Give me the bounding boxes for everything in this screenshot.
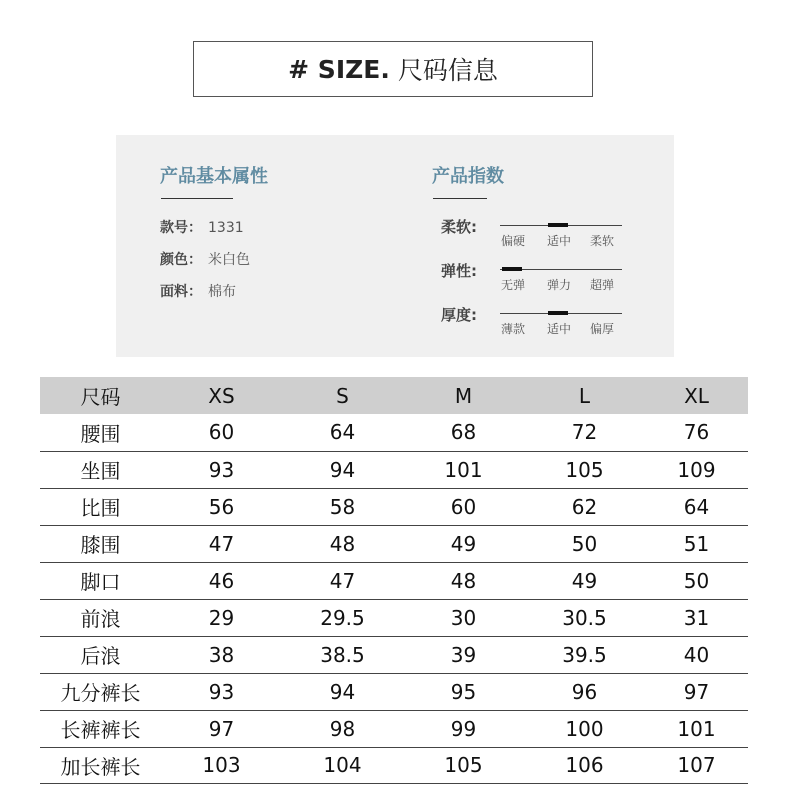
table-cell: 29.5 <box>320 605 365 630</box>
index-row-softness <box>441 216 641 256</box>
table-cell: 50 <box>683 568 710 593</box>
table-cell: 30.5 <box>562 605 607 630</box>
table-cell: 97 <box>683 679 710 704</box>
table-cell: 94 <box>329 457 356 482</box>
title-box <box>193 41 593 97</box>
table-cell: 96 <box>571 679 598 704</box>
table-cell: 94 <box>329 679 356 704</box>
table-cell: 60 <box>450 494 477 519</box>
table-cell: 30 <box>450 605 477 630</box>
table-cell: 39.5 <box>562 642 607 667</box>
column-header: M <box>454 383 473 408</box>
heading-underline <box>433 198 487 199</box>
row-label: 加长裤长 <box>60 754 141 779</box>
size-table <box>40 377 748 784</box>
row-label: 坐围 <box>80 459 121 483</box>
table-cell: 39 <box>450 642 477 667</box>
index-row-thickness <box>441 304 641 344</box>
column-header: L <box>578 383 591 408</box>
table-cell: 58 <box>329 494 356 519</box>
table-cell: 104 <box>323 753 362 777</box>
table-cell: 60 <box>208 420 235 445</box>
table-cell: 49 <box>450 531 477 556</box>
row-label: 比围 <box>80 496 121 520</box>
table-cell: 101 <box>444 457 483 482</box>
table-row <box>40 488 748 525</box>
attr-row-fabric <box>160 281 236 301</box>
table-cell: 103 <box>202 753 241 777</box>
index-marker <box>548 311 568 315</box>
attr-value: 棉布 <box>208 284 236 300</box>
index-option: 适中 <box>547 234 572 248</box>
index-option: 偏硬 <box>501 234 526 248</box>
index-label: 厚度: <box>441 306 477 324</box>
table-row <box>40 636 748 673</box>
row-label: 后浪 <box>80 644 121 668</box>
table-cell: 38 <box>208 642 235 667</box>
index-option: 薄款 <box>501 322 526 336</box>
table-cell: 62 <box>571 494 598 519</box>
table-cell: 72 <box>571 420 598 445</box>
table-cell: 38.5 <box>320 642 365 667</box>
index-marker <box>502 267 522 271</box>
index-option: 无弹 <box>501 278 526 292</box>
table-row <box>40 562 748 599</box>
table-cell: 49 <box>571 568 598 593</box>
table-cell: 47 <box>329 568 356 593</box>
table-cell: 97 <box>208 716 235 741</box>
column-header: XL <box>684 383 709 408</box>
table-cell: 98 <box>329 716 356 741</box>
table-cell: 95 <box>450 679 477 704</box>
table-row <box>40 673 748 710</box>
table-row <box>40 599 748 636</box>
attr-label: 面料： <box>160 284 202 300</box>
table-cell: 46 <box>208 568 235 593</box>
index-option: 超弹 <box>590 278 615 292</box>
table-cell: 76 <box>683 420 710 445</box>
index-option: 柔软 <box>590 234 615 248</box>
attr-value: 米白色 <box>208 252 250 268</box>
attr-row-style-no <box>160 217 244 237</box>
table-cell: 105 <box>444 753 483 777</box>
heading-underline <box>161 198 233 199</box>
table-row <box>40 525 748 562</box>
table-cell: 29 <box>208 605 235 630</box>
table-cell: 48 <box>450 568 477 593</box>
table-cell: 100 <box>565 716 604 741</box>
attr-label: 款号： <box>160 220 202 236</box>
index-option: 偏厚 <box>590 322 615 336</box>
table-cell: 64 <box>683 494 710 519</box>
row-label: 脚口 <box>80 570 121 594</box>
row-label: 腰围 <box>80 421 121 446</box>
column-header: S <box>336 383 349 408</box>
table-cell: 106 <box>565 753 604 777</box>
size-label: # SIZE. <box>288 54 390 84</box>
table-header-row <box>40 377 748 414</box>
row-label: 九分裤长 <box>60 681 141 705</box>
table-cell: 105 <box>565 457 604 482</box>
table-cell: 109 <box>677 457 716 482</box>
attr-row-color <box>160 249 250 269</box>
table-cell: 93 <box>208 679 235 704</box>
row-label: 前浪 <box>80 607 121 631</box>
page-title: 尺码信息 <box>397 56 498 85</box>
table-row <box>40 451 748 488</box>
table-cell: 50 <box>571 531 598 556</box>
table-cell: 47 <box>208 531 235 556</box>
index-label: 弹性: <box>441 262 477 280</box>
index-row-elasticity <box>441 260 641 300</box>
product-index-heading: 产品指数 <box>432 166 504 187</box>
table-cell: 31 <box>683 605 710 630</box>
index-marker <box>548 223 568 227</box>
table-cell: 51 <box>683 531 710 556</box>
table-cell: 93 <box>208 457 235 482</box>
table-cell: 56 <box>208 494 235 519</box>
table-cell: 107 <box>677 753 716 777</box>
attr-value: 1331 <box>208 220 244 236</box>
table-cell: 48 <box>329 531 356 556</box>
index-label: 柔软: <box>441 218 477 236</box>
table-cell: 99 <box>450 716 477 741</box>
table-row <box>40 414 748 451</box>
table-cell: 101 <box>677 716 716 741</box>
row-label: 膝围 <box>80 533 121 557</box>
table-row <box>40 710 748 747</box>
table-row <box>40 747 748 783</box>
attr-label: 颜色： <box>160 252 202 268</box>
row-label: 长裤裤长 <box>60 718 141 742</box>
table-cell: 64 <box>329 420 356 445</box>
product-info-panel <box>116 135 674 357</box>
column-header: 尺码 <box>80 385 121 409</box>
index-option: 弹力 <box>547 278 572 292</box>
index-option: 适中 <box>547 322 572 336</box>
column-header: XS <box>208 383 235 408</box>
table-cell: 68 <box>450 420 477 445</box>
table-cell: 40 <box>683 642 710 667</box>
basic-attributes-heading: 产品基本属性 <box>160 166 268 187</box>
